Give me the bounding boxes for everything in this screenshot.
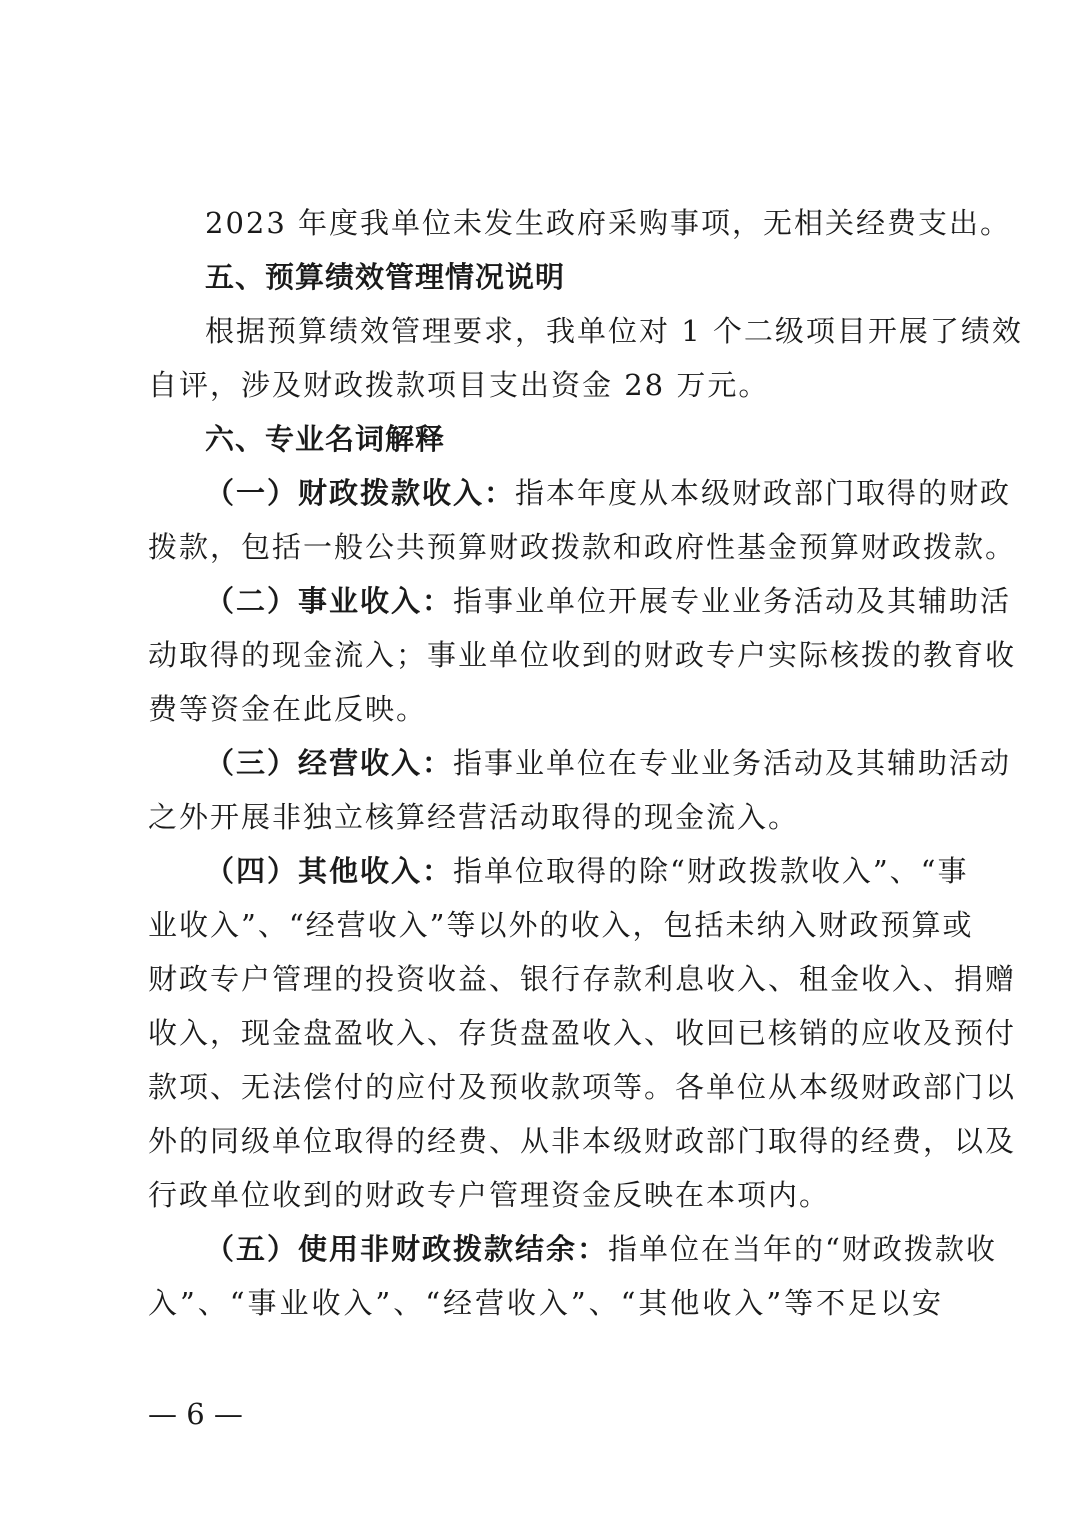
glossary-item-2-line-3 bbox=[148, 680, 943, 738]
glossary-term: （三）经营收入： bbox=[205, 746, 454, 780]
glossary-item-1-line-1 bbox=[205, 464, 1012, 522]
glossary-definition: 拨款，包括一般公共预算财政拨款和政府性基金预算财政拨款。 bbox=[148, 530, 1017, 564]
glossary-definition: 指本年度从本级财政部门取得的财政 bbox=[515, 476, 1012, 510]
glossary-definition: 指单位在当年的“财政拨款收 bbox=[608, 1232, 997, 1266]
paragraph-text: 自评，涉及财政拨款项目支出资金 28 万元。 bbox=[148, 368, 770, 402]
glossary-term: （一）财政拨款收入： bbox=[205, 476, 516, 510]
glossary-definition: 行政单位收到的财政专户管理资金反映在本项内。 bbox=[148, 1178, 831, 1212]
paragraph-procurement bbox=[205, 194, 1012, 252]
glossary-item-3-line-1 bbox=[205, 734, 1012, 792]
paragraph-performance-line-1 bbox=[205, 302, 1023, 360]
glossary-definition: 财政专户管理的投资收益、银行存款利息收入、租金收入、捐赠 bbox=[148, 962, 1017, 996]
glossary-definition: 款项、无法偿付的应付及预收款项等。各单位从本级财政部门以 bbox=[148, 1070, 1017, 1104]
glossary-item-4-line-4 bbox=[148, 1004, 1017, 1062]
glossary-item-4-line-2 bbox=[148, 896, 974, 954]
glossary-item-4-line-1 bbox=[205, 842, 969, 900]
glossary-definition: 指单位取得的除“财政拨款收入”、“事 bbox=[453, 854, 969, 888]
glossary-item-4-line-7 bbox=[148, 1166, 943, 1224]
glossary-item-1-line-2 bbox=[148, 518, 1017, 576]
glossary-definition: 业收入”、“经营收入”等以外的收入，包括未纳入财政预算或 bbox=[148, 908, 974, 942]
glossary-term: （五）使用非财政拨款结余： bbox=[205, 1232, 609, 1266]
section-heading-glossary bbox=[205, 410, 943, 468]
section-heading-text: 五、预算绩效管理情况说明 bbox=[205, 260, 566, 294]
glossary-item-2-line-2 bbox=[148, 626, 1017, 684]
glossary-term: （二）事业收入： bbox=[205, 584, 454, 618]
paragraph-performance-line-2 bbox=[148, 356, 943, 414]
glossary-item-4-line-3 bbox=[148, 950, 1017, 1008]
glossary-definition: 动取得的现金流入；事业单位收到的财政专户实际核拨的教育收 bbox=[148, 638, 1017, 672]
glossary-definition: 指事业单位开展专业业务活动及其辅助活 bbox=[453, 584, 1012, 618]
glossary-item-5-line-1 bbox=[205, 1220, 997, 1278]
glossary-term: （四）其他收入： bbox=[205, 854, 454, 888]
glossary-item-4-line-6 bbox=[148, 1112, 1017, 1170]
glossary-item-4-line-5 bbox=[148, 1058, 1017, 1116]
glossary-definition: 之外开展非独立核算经营活动取得的现金流入。 bbox=[148, 800, 800, 834]
glossary-item-5-line-2 bbox=[148, 1274, 943, 1332]
glossary-item-3-line-2 bbox=[148, 788, 943, 846]
glossary-definition: 外的同级单位取得的经费、从非本级财政部门取得的经费，以及 bbox=[148, 1124, 1017, 1158]
glossary-item-2-line-1 bbox=[205, 572, 1012, 630]
paragraph-text: 根据预算绩效管理要求，我单位对 1 个二级项目开展了绩效 bbox=[205, 314, 1023, 348]
glossary-definition: 指事业单位在专业业务活动及其辅助活动 bbox=[453, 746, 1012, 780]
section-heading-text: 六、专业名词解释 bbox=[205, 422, 446, 456]
glossary-definition: 费等资金在此反映。 bbox=[148, 692, 428, 726]
section-heading-performance bbox=[205, 248, 943, 306]
glossary-definition: 收入，现金盘盈收入、存货盘盈收入、收回已核销的应收及预付 bbox=[148, 1016, 1017, 1050]
page-number: — 6 — bbox=[148, 1397, 243, 1431]
glossary-definition: 入”、“事业收入”、“经营收入”、“其他收入”等不足以安 bbox=[148, 1286, 943, 1320]
procurement-text: 2023 年度我单位未发生政府采购事项，无相关经费支出。 bbox=[205, 206, 1012, 240]
